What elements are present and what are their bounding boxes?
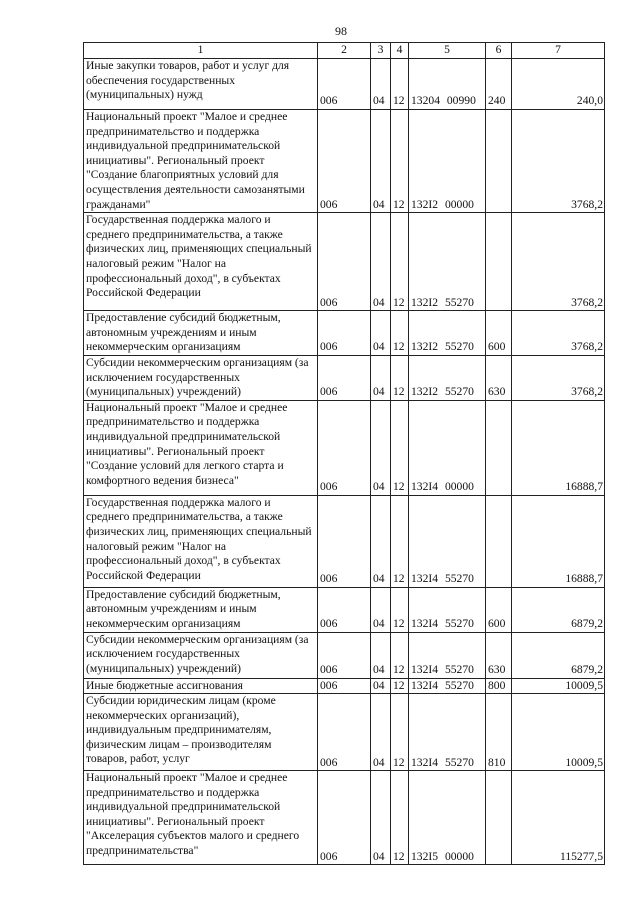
row-name-cell: Национальный проект "Малое и среднее предпринимательство и поддержка индивидуальной предпринимательской инициативы". Региональный проект "Акселерация субъектов малого и среднего предпринимательства" [84, 771, 318, 865]
row-code-cell: 006 [318, 678, 371, 694]
row-expense-type-cell: 810 [486, 694, 512, 771]
row-subsection-cell: 12 [391, 771, 409, 865]
table-row [84, 495, 605, 587]
table-row [84, 587, 605, 632]
row-expense-type-cell [486, 213, 512, 311]
row-amount-cell: 16888,7 [512, 400, 605, 495]
row-name-cell: Предоставление субсидий бюджетным, автономным учреждениям и иным некоммерческим организациям [84, 587, 318, 632]
row-target-cell: 132I2 55270 [409, 355, 486, 400]
row-section-cell: 04 [371, 355, 391, 400]
row-code-cell: 006 [318, 110, 371, 213]
row-subsection-cell: 12 [391, 694, 409, 771]
row-amount-cell: 3768,2 [512, 110, 605, 213]
row-code-cell: 006 [318, 587, 371, 632]
row-code-cell: 006 [318, 59, 371, 110]
row-section-cell: 04 [371, 495, 391, 587]
table-row [84, 213, 605, 311]
row-target-cell: 132I4 55270 [409, 495, 486, 587]
row-target-cell: 132I4 55270 [409, 694, 486, 771]
table-row [84, 694, 605, 771]
row-subsection-cell: 12 [391, 311, 409, 356]
row-section-cell: 04 [371, 311, 391, 356]
row-name-cell: Государственная поддержка малого и среднего предпринимательства, а также физических лиц, применяющих специальный налоговый режим "Налог на профессиональный доход", в субъектах Российской Федерации [84, 213, 318, 311]
row-name-cell: Национальный проект "Малое и среднее предпринимательство и поддержка индивидуальной предпринимательской инициативы". Региональный проект "Создание условий для легкого старта и комфортного ведения бизнеса" [84, 400, 318, 495]
table-row [84, 400, 605, 495]
row-expense-type-cell: 630 [486, 355, 512, 400]
row-expense-type-cell [486, 400, 512, 495]
row-subsection-cell: 12 [391, 213, 409, 311]
row-section-cell: 04 [371, 213, 391, 311]
header-cell: 5 [409, 43, 486, 59]
table-row [84, 632, 605, 678]
budget-table [83, 42, 605, 865]
row-amount-cell: 240,0 [512, 59, 605, 110]
row-target-cell: 132I4 55270 [409, 587, 486, 632]
row-expense-type-cell: 630 [486, 632, 512, 678]
row-code-cell: 006 [318, 694, 371, 771]
row-amount-cell: 16888,7 [512, 495, 605, 587]
row-expense-type-cell: 240 [486, 59, 512, 110]
table-row [84, 355, 605, 400]
row-code-cell: 006 [318, 632, 371, 678]
page-number: 98 [335, 24, 347, 38]
row-section-cell: 04 [371, 587, 391, 632]
row-target-cell: 132I2 55270 [409, 311, 486, 356]
row-subsection-cell: 12 [391, 632, 409, 678]
header-cell: 4 [391, 43, 409, 59]
row-code-cell: 006 [318, 213, 371, 311]
row-code-cell: 006 [318, 355, 371, 400]
table-header-row [84, 43, 605, 59]
row-target-cell: 13204 00990 [409, 59, 486, 110]
row-expense-type-cell: 600 [486, 311, 512, 356]
row-section-cell: 04 [371, 694, 391, 771]
table-row [84, 311, 605, 356]
row-code-cell: 006 [318, 400, 371, 495]
row-amount-cell: 6879,2 [512, 632, 605, 678]
row-name-cell: Иные закупки товаров, работ и услуг для обеспечения государственных (муниципальных) нужд [84, 59, 318, 110]
row-expense-type-cell [486, 771, 512, 865]
row-target-cell: 132I5 00000 [409, 771, 486, 865]
table-row [84, 110, 605, 213]
header-cell: 6 [486, 43, 512, 59]
row-target-cell: 132I4 00000 [409, 400, 486, 495]
row-subsection-cell: 12 [391, 587, 409, 632]
row-amount-cell: 3768,2 [512, 355, 605, 400]
row-name-cell: Иные бюджетные ассигнования [84, 678, 318, 694]
row-subsection-cell: 12 [391, 355, 409, 400]
row-name-cell: Субсидии некоммерческим организациям (за исключением государственных (муниципальных) учреждений) [84, 355, 318, 400]
row-expense-type-cell: 600 [486, 587, 512, 632]
header-cell: 3 [371, 43, 391, 59]
row-section-cell: 04 [371, 632, 391, 678]
row-section-cell: 04 [371, 59, 391, 110]
row-subsection-cell: 12 [391, 400, 409, 495]
table-row [84, 678, 605, 694]
row-subsection-cell: 12 [391, 110, 409, 213]
row-amount-cell: 3768,2 [512, 213, 605, 311]
row-section-cell: 04 [371, 110, 391, 213]
row-name-cell: Субсидии некоммерческим организациям (за исключением государственных (муниципальных) учреждений) [84, 632, 318, 678]
row-amount-cell: 3768,2 [512, 311, 605, 356]
row-subsection-cell: 12 [391, 59, 409, 110]
row-expense-type-cell [486, 110, 512, 213]
row-section-cell: 04 [371, 678, 391, 694]
header-cell: 2 [318, 43, 371, 59]
row-name-cell: Государственная поддержка малого и среднего предпринимательства, а также физических лиц, применяющих специальный налоговый режим "Налог на профессиональный доход", в субъектах Российской Федерации [84, 495, 318, 587]
row-code-cell: 006 [318, 311, 371, 356]
row-amount-cell: 6879,2 [512, 587, 605, 632]
header-cell: 1 [84, 43, 318, 59]
row-name-cell: Субсидии юридическим лицам (кроме некоммерческих организаций), индивидуальным предпринимателям, физическим лицам – производителям товаров, работ, услуг [84, 694, 318, 771]
row-target-cell: 132I4 55270 [409, 678, 486, 694]
row-code-cell: 006 [318, 771, 371, 865]
row-name-cell: Предоставление субсидий бюджетным, автономным учреждениям и иным некоммерческим организациям [84, 311, 318, 356]
row-amount-cell: 10009,5 [512, 694, 605, 771]
row-amount-cell: 10009,5 [512, 678, 605, 694]
row-expense-type-cell: 800 [486, 678, 512, 694]
row-amount-cell: 115277,5 [512, 771, 605, 865]
table-row [84, 771, 605, 865]
row-target-cell: 132I2 00000 [409, 110, 486, 213]
row-target-cell: 132I2 55270 [409, 213, 486, 311]
row-name-cell: Национальный проект "Малое и среднее предпринимательство и поддержка индивидуальной предпринимательской инициативы". Региональный проект "Создание благоприятных условий для осуществления деятельности самозанятыми гражданами" [84, 110, 318, 213]
row-section-cell: 04 [371, 400, 391, 495]
row-code-cell: 006 [318, 495, 371, 587]
row-section-cell: 04 [371, 771, 391, 865]
row-target-cell: 132I4 55270 [409, 632, 486, 678]
header-cell: 7 [512, 43, 605, 59]
row-subsection-cell: 12 [391, 495, 409, 587]
table-row [84, 59, 605, 110]
row-subsection-cell: 12 [391, 678, 409, 694]
row-expense-type-cell [486, 495, 512, 587]
